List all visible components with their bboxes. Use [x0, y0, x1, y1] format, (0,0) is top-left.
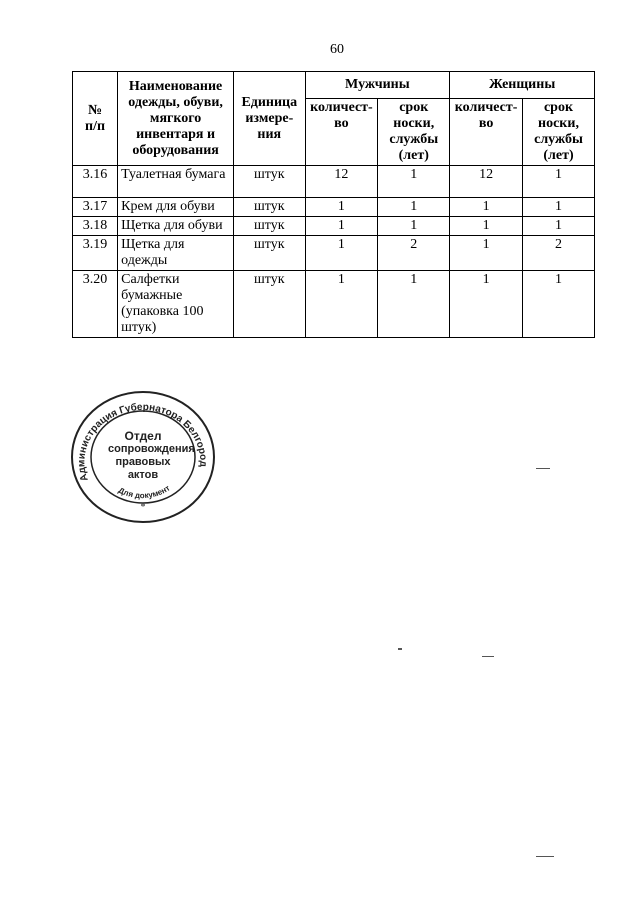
cell-unit: штук	[234, 198, 305, 217]
scan-speck	[482, 656, 494, 657]
cell-num: 3.18	[73, 217, 118, 236]
table-row	[73, 217, 595, 236]
table-row	[73, 236, 595, 271]
cell-name: Щетка для обуви	[118, 217, 234, 236]
page-number: 60	[330, 42, 344, 57]
table-row	[73, 271, 595, 338]
header-men: Мужчины	[305, 72, 450, 99]
cell-women-term: 1	[523, 166, 595, 198]
header-men-term: срок носки, службы (лет)	[378, 99, 450, 166]
official-stamp	[68, 388, 218, 526]
scan-speck	[398, 648, 402, 650]
table-row	[73, 166, 595, 198]
table-row	[73, 198, 595, 217]
stamp-outer-text: Администрация Губернатора Белгород	[76, 401, 209, 483]
cell-name: Туалетная бумага	[118, 166, 234, 198]
stamp-line-1: Отдел	[124, 429, 162, 443]
cell-men-term: 1	[378, 198, 450, 217]
cell-men-term: 2	[378, 236, 450, 271]
cell-women-qty: 1	[450, 236, 523, 271]
cell-women-qty: 1	[450, 271, 523, 338]
cell-men-qty: 12	[305, 166, 378, 198]
stamp-line-4: актов	[127, 469, 159, 481]
cell-unit: штук	[234, 271, 305, 338]
stamp-inner-text	[108, 429, 195, 482]
cell-name: Крем для обуви	[118, 198, 234, 217]
header-women-qty: количест-во	[450, 99, 523, 166]
cell-name: Салфетки бумажные (упаковка 100 штук)	[118, 271, 234, 338]
cell-women-term: 1	[523, 217, 595, 236]
header-num-line1: №	[88, 102, 103, 118]
cell-unit: штук	[234, 166, 305, 198]
cell-num: 3.20	[73, 271, 118, 338]
cell-men-term: 1	[378, 166, 450, 198]
cell-men-qty: 1	[305, 271, 378, 338]
stamp-star-icon: *	[140, 502, 146, 513]
cell-women-term: 1	[523, 271, 595, 338]
cell-women-qty: 12	[450, 166, 523, 198]
cell-num: 3.19	[73, 236, 118, 271]
cell-women-term: 2	[523, 236, 595, 271]
cell-men-qty: 1	[305, 236, 378, 271]
header-name: Наименование одежды, обуви, мягкого инвентаря и оборудования	[118, 72, 234, 166]
scan-speck	[536, 468, 550, 469]
cell-name: Щетка для одежды	[118, 236, 234, 271]
cell-men-term: 1	[378, 271, 450, 338]
cell-women-qty: 1	[450, 217, 523, 236]
header-women: Женщины	[450, 72, 595, 99]
cell-men-term: 1	[378, 217, 450, 236]
cell-men-qty: 1	[305, 217, 378, 236]
cell-women-qty: 1	[450, 198, 523, 217]
stamp-bottom-text: Для документ	[116, 483, 172, 501]
stamp-line-2: сопровождения	[108, 443, 195, 455]
scan-speck	[536, 856, 554, 857]
cell-num: 3.16	[73, 166, 118, 198]
header-num	[73, 72, 118, 166]
header-unit: Единица измере-ния	[234, 72, 305, 166]
stamp-line-3: правовых	[115, 456, 171, 468]
cell-men-qty: 1	[305, 198, 378, 217]
header-women-term: срок носки, службы (лет)	[523, 99, 595, 166]
header-num-line2: п/п	[85, 118, 106, 134]
norms-table	[72, 71, 595, 338]
header-men-qty: количест-во	[305, 99, 378, 166]
cell-num: 3.17	[73, 198, 118, 217]
cell-unit: штук	[234, 236, 305, 271]
cell-women-term: 1	[523, 198, 595, 217]
table-header-row	[73, 72, 595, 99]
cell-unit: штук	[234, 217, 305, 236]
